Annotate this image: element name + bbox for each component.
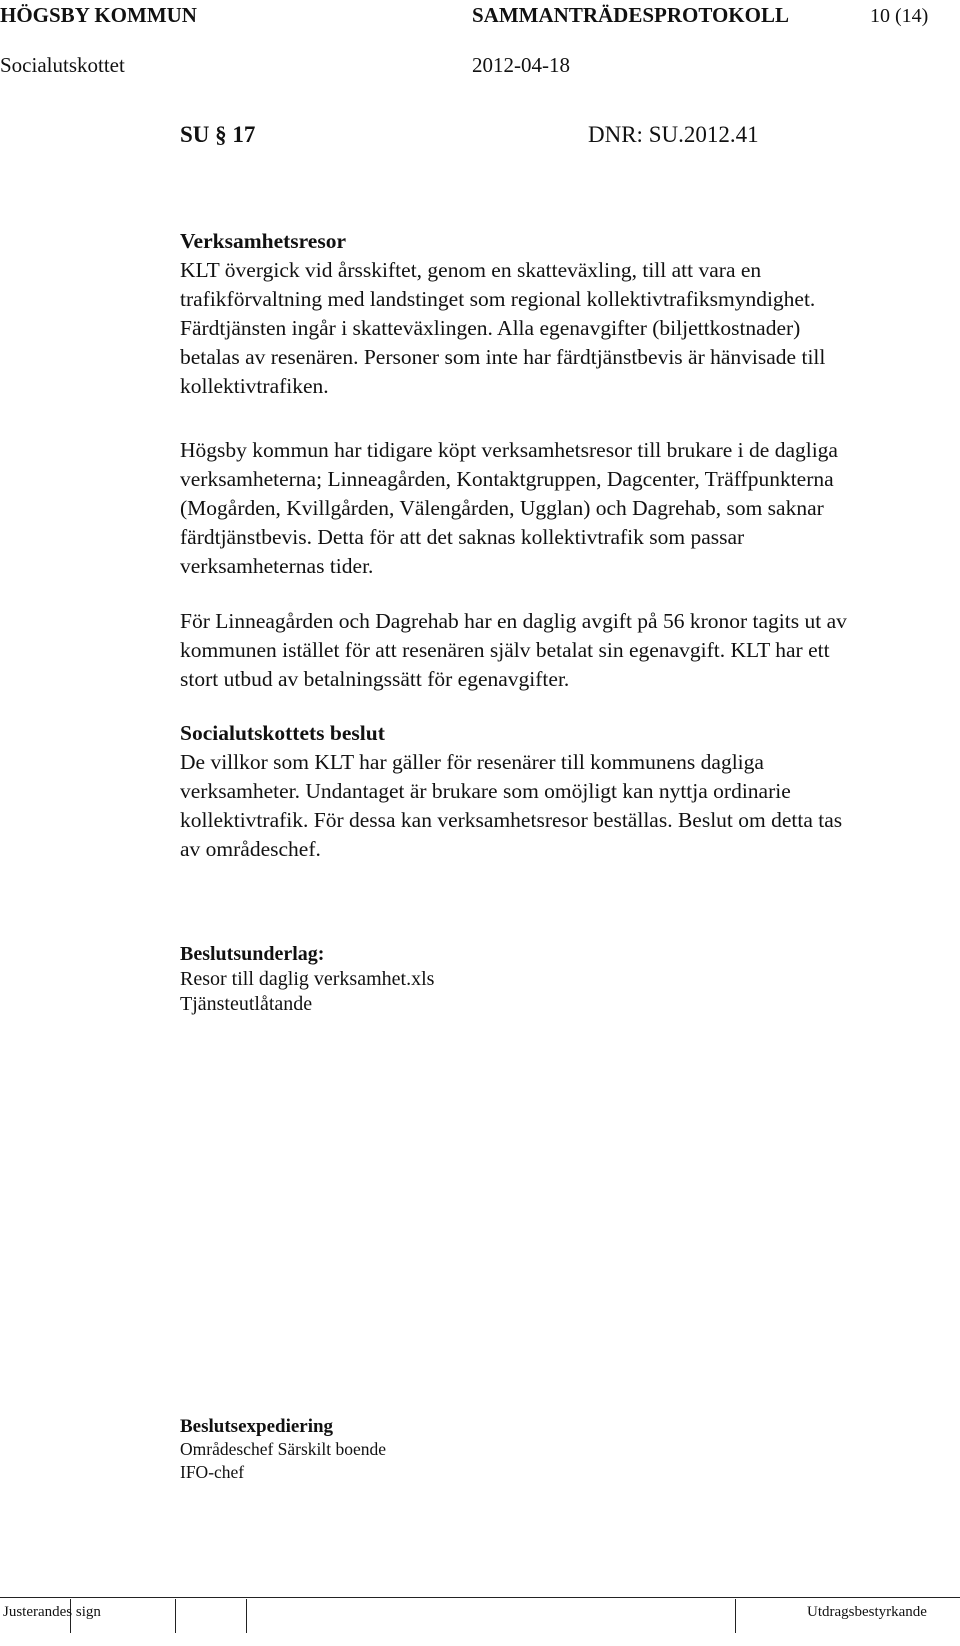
signature-box [735,1599,806,1633]
footer-justerandes-sign: Justerandes sign [3,1604,101,1620]
signature-box [175,1599,247,1633]
text-line: verksamheternas tider. [180,554,374,578]
text-line: kommunen istället för att resenären själv betalat sin egenavgift. KLT har ett [180,638,830,662]
recipient-item: IFO-chef [180,1462,245,1482]
case-paragraph-number: SU § 17 [180,122,256,147]
header-doc-title: SAMMANTRÄDESPROTOKOLL [472,3,789,27]
text-line: kollektivtrafiken. [180,374,329,398]
paragraph-linneagarden [180,607,940,694]
header-department: Socialutskottet [0,53,125,77]
section-heading: Beslutsunderlag: [180,943,325,965]
header-org-name: HÖGSBY KOMMUN [0,3,197,27]
attachment-item: Tjänsteutlåtande [180,993,313,1015]
text-line: färdtjänstbevis. Detta för att det saknas kollektivtrafik som passar [180,525,745,549]
attachment-item: Resor till daglig verksamhet.xls [180,968,435,990]
text-line: (Mogården, Kvillgården, Välengården, Ugglan) och Dagrehab, som saknar [180,496,824,520]
section-heading: Verksamhetsresor [180,229,347,253]
text-line: kollektivtrafik. För dessa kan verksamhetsresor beställas. Beslut om detta tas [180,808,843,832]
section-beslut [180,719,940,864]
recipient-item: Områdeschef Särskilt boende [180,1439,387,1459]
header-page-number: 10 (14) [870,5,929,27]
section-heading: Socialutskottets beslut [180,721,385,745]
text-line: De villkor som KLT har gäller för resenärer till kommunens dagliga [180,750,764,774]
header-date: 2012-04-18 [472,53,570,77]
footer-divider [0,1597,960,1598]
text-line: verksamheterna; Linneagården, Kontaktgruppen, Dagcenter, Träffpunkterna [180,467,834,491]
text-line: För Linneagården och Dagrehab har en daglig avgift på 56 kronor tagits ut av [180,609,847,633]
case-dnr: DNR: SU.2012.41 [588,122,759,147]
text-line: Färdtjänsten ingår i skatteväxlingen. Alla egenavgifter (biljettkostnader) [180,316,801,340]
text-line: betalas av resenären. Personer som inte har färdtjänstbevis är hänvisade till [180,345,826,369]
section-verksamhetsresor [180,227,940,401]
paragraph-hogsby [180,436,940,581]
section-beslutsexpediering [180,1415,940,1484]
section-beslutsunderlag [180,942,940,1017]
footer-utdragsbestyrkande: Utdragsbestyrkande [807,1604,927,1620]
text-line: Högsby kommun har tidigare köpt verksamhetsresor till brukare i de dagliga [180,438,838,462]
text-line: KLT övergick vid årsskiftet, genom en skatteväxling, till att vara en [180,258,762,282]
section-heading: Beslutsexpediering [180,1416,334,1437]
text-line: av områdeschef. [180,837,321,861]
text-line: stort utbud av betalningssätt för egenavgifter. [180,667,570,691]
text-line: verksamheter. Undantaget är brukare som omöjligt kan nyttja ordinarie [180,779,791,803]
text-line: trafikförvaltning med landstinget som regional kollektivtrafiksmyndighet. [180,287,816,311]
